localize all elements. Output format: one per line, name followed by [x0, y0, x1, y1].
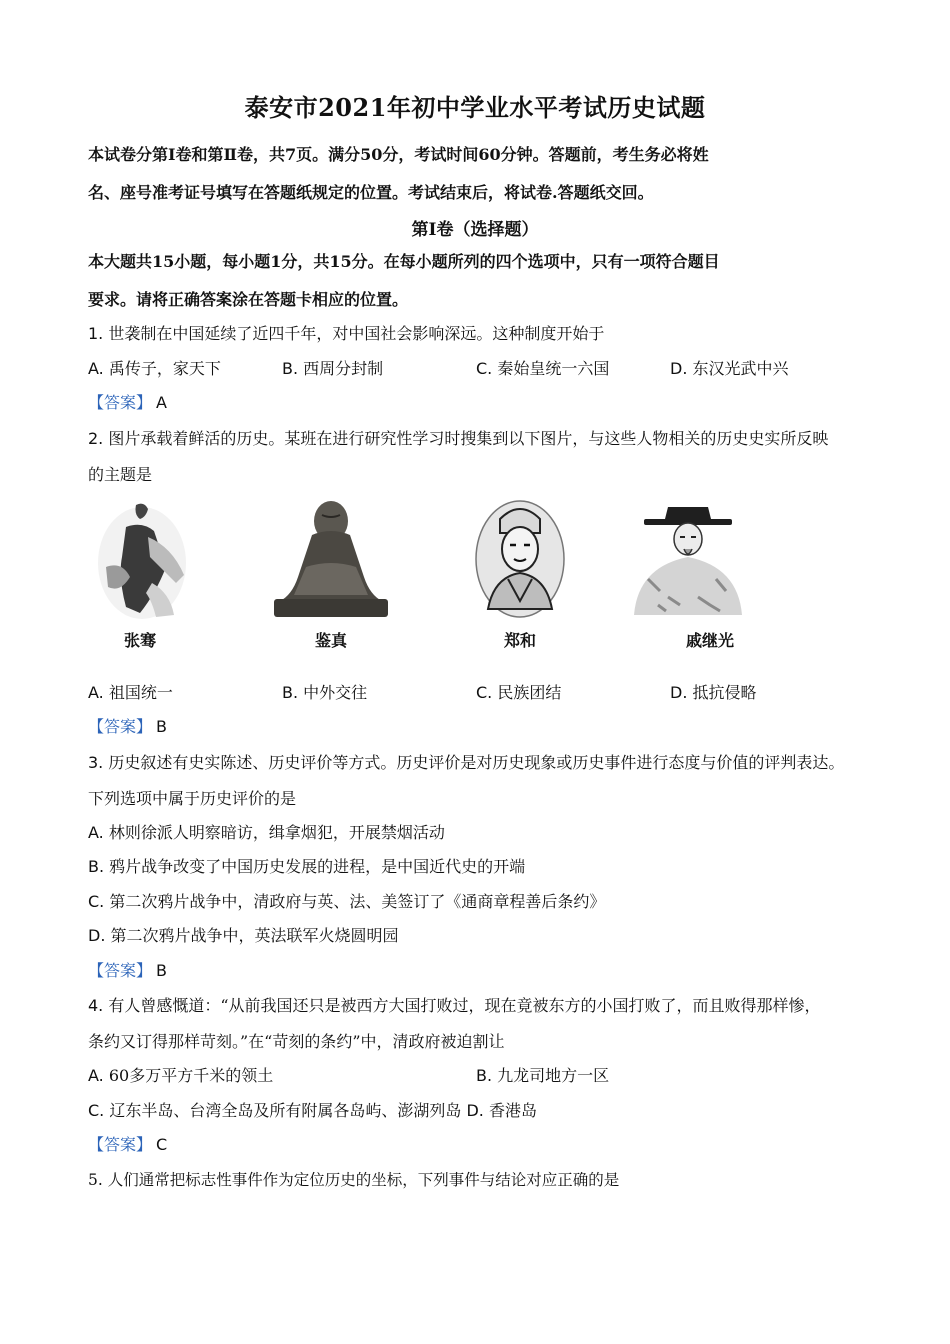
answer-value: C [156, 1135, 168, 1154]
question-number: 5. [88, 1171, 103, 1189]
option-d [670, 680, 757, 703]
option-letter: D. [466, 1101, 484, 1120]
answer-2 [88, 714, 167, 737]
question-4-stem-cont: 条约又订得那样苛刻。”在“苛刻的条约”中，清政府被迫割让 [88, 1032, 505, 1051]
jianzhen-statue [272, 497, 390, 621]
option-a [88, 1063, 273, 1086]
option-c [88, 1098, 537, 1121]
option-letter: B. [476, 1066, 493, 1085]
option-text: 鸦片战争改变了中国历史发展的进程，是中国近代史的开端 [109, 857, 526, 876]
option-letter: A. [88, 1066, 104, 1085]
option-letter: C. [476, 683, 493, 702]
question-number: 2. [88, 429, 104, 448]
question-3-stem-cont: 下列选项中属于历史评价的是 [88, 789, 297, 808]
exam-title: 泰安市2021年初中学业水平考试历史试题 [244, 93, 706, 122]
option-text: 九龙司地方一区 [497, 1066, 610, 1085]
option-letter: B. [282, 359, 299, 378]
option-c [476, 680, 561, 703]
question-text: 有人曾感慨道：“从前我国还只是被西方大国打败过，现在竟被东方的小国打败了，而且败得那样惨， [108, 996, 821, 1015]
option-b [282, 356, 383, 379]
option-letter: B. [282, 683, 299, 702]
figure-caption-3: 郑和 [503, 631, 536, 650]
option-text: 东汉光武中兴 [692, 359, 789, 378]
intro-line-1: 本试卷分第Ⅰ卷和第Ⅱ卷，共7页。满分50分，考试时间60分钟。答题前，考生务必将姓 [88, 145, 709, 164]
option-text: 辽东半岛、台湾全岛及所有附属各岛屿、澎湖列岛 [109, 1101, 462, 1120]
option-letter: C. [476, 359, 493, 378]
option-text: 秦始皇统一六国 [497, 359, 610, 378]
option-d [88, 923, 399, 946]
question-2-stem-cont: 的主题是 [88, 465, 153, 484]
option-c [476, 356, 609, 379]
option-letter: C. [88, 1101, 105, 1120]
answer-4 [88, 1132, 167, 1155]
question-number: 4. [88, 996, 104, 1015]
option-b [476, 1063, 609, 1086]
option-b [282, 680, 367, 703]
option-text: 第二次鸦片战争中，清政府与英、法、美签订了《通商章程善后条约》 [109, 892, 606, 911]
intro-line-2: 名、座号准考证号填写在答题纸规定的位置。考试结束后，将试卷.答题纸交回。 [88, 183, 654, 202]
answer-1 [88, 390, 167, 413]
zhang-qian-portrait [96, 497, 188, 621]
answer-label: 【答案】 [88, 1135, 153, 1154]
figure-caption-4: 戚继光 [685, 631, 734, 650]
option-text: 中外交往 [303, 683, 368, 702]
question-text: 人们通常把标志性事件作为定位历史的坐标，下列事件与结论对应正确的是 [107, 1171, 620, 1189]
section-intro-line-1: 本大题共15小题，每小题1分，共15分。在每小题所列的四个选项中，只有一项符合题目 [88, 252, 720, 271]
option-text: 禹传子，家天下 [108, 359, 221, 378]
option-letter: B. [88, 857, 105, 876]
option-a [88, 356, 221, 379]
option-text: 祖国统一 [108, 683, 173, 702]
option-d [670, 356, 789, 379]
option-b [88, 854, 525, 877]
option-text: 抵抗侵略 [692, 683, 757, 702]
option-letter: A. [88, 683, 104, 702]
question-1-stem [88, 321, 604, 344]
question-text: 图片承载着鲜活的历史。某班在进行研究性学习时搜集到以下图片，与这些人物相关的历史史实所反映 [108, 429, 829, 448]
option-c [88, 889, 605, 912]
option-letter: A. [88, 359, 104, 378]
question-number: 3. [88, 753, 104, 772]
figure-caption-1: 张骞 [123, 631, 156, 650]
answer-value: B [156, 961, 167, 980]
question-4-stem [88, 993, 821, 1016]
question-2-stem [88, 426, 828, 449]
answer-value: A [156, 393, 167, 412]
option-text: 60多万平方千米的领土 [108, 1066, 274, 1085]
option-a [88, 680, 173, 703]
option-letter: C. [88, 892, 105, 911]
option-letter: A. [88, 823, 104, 842]
option-letter: D. [670, 683, 688, 702]
option-letter: D. [88, 926, 106, 945]
question-3-stem [88, 750, 844, 773]
option-a [88, 820, 445, 843]
answer-label: 【答案】 [88, 393, 153, 412]
answer-3 [88, 958, 167, 981]
option-text: 民族团结 [497, 683, 562, 702]
answer-label: 【答案】 [88, 961, 153, 980]
answer-value: B [156, 717, 167, 736]
option-text: 第二次鸦片战争中，英法联军火烧圆明园 [110, 926, 399, 945]
question-number: 1. [88, 324, 104, 343]
question-5-stem [88, 1168, 619, 1190]
option-text: 香港岛 [488, 1101, 537, 1120]
question-text: 历史叙述有史实陈述、历史评价等方式。历史评价是对历史现象或历史事件进行态度与价值的评判表达。 [108, 753, 845, 772]
section-intro-line-2: 要求。请将正确答案涂在答题卡相应的位置。 [88, 290, 409, 309]
option-letter: D. [670, 359, 688, 378]
question-text: 世袭制在中国延续了近四千年，对中国社会影响深远。这种制度开始于 [108, 324, 605, 343]
figure-caption-2: 鉴真 [314, 631, 347, 650]
section-title: 第Ⅰ卷（选择题） [411, 220, 539, 240]
qi-jiguang-portrait [628, 497, 748, 621]
option-text: 林则徐派人明察暗访，缉拿烟犯，开展禁烟活动 [108, 823, 445, 842]
option-text: 西周分封制 [303, 359, 384, 378]
answer-label: 【答案】 [88, 717, 153, 736]
zheng-he-portrait [474, 497, 566, 621]
